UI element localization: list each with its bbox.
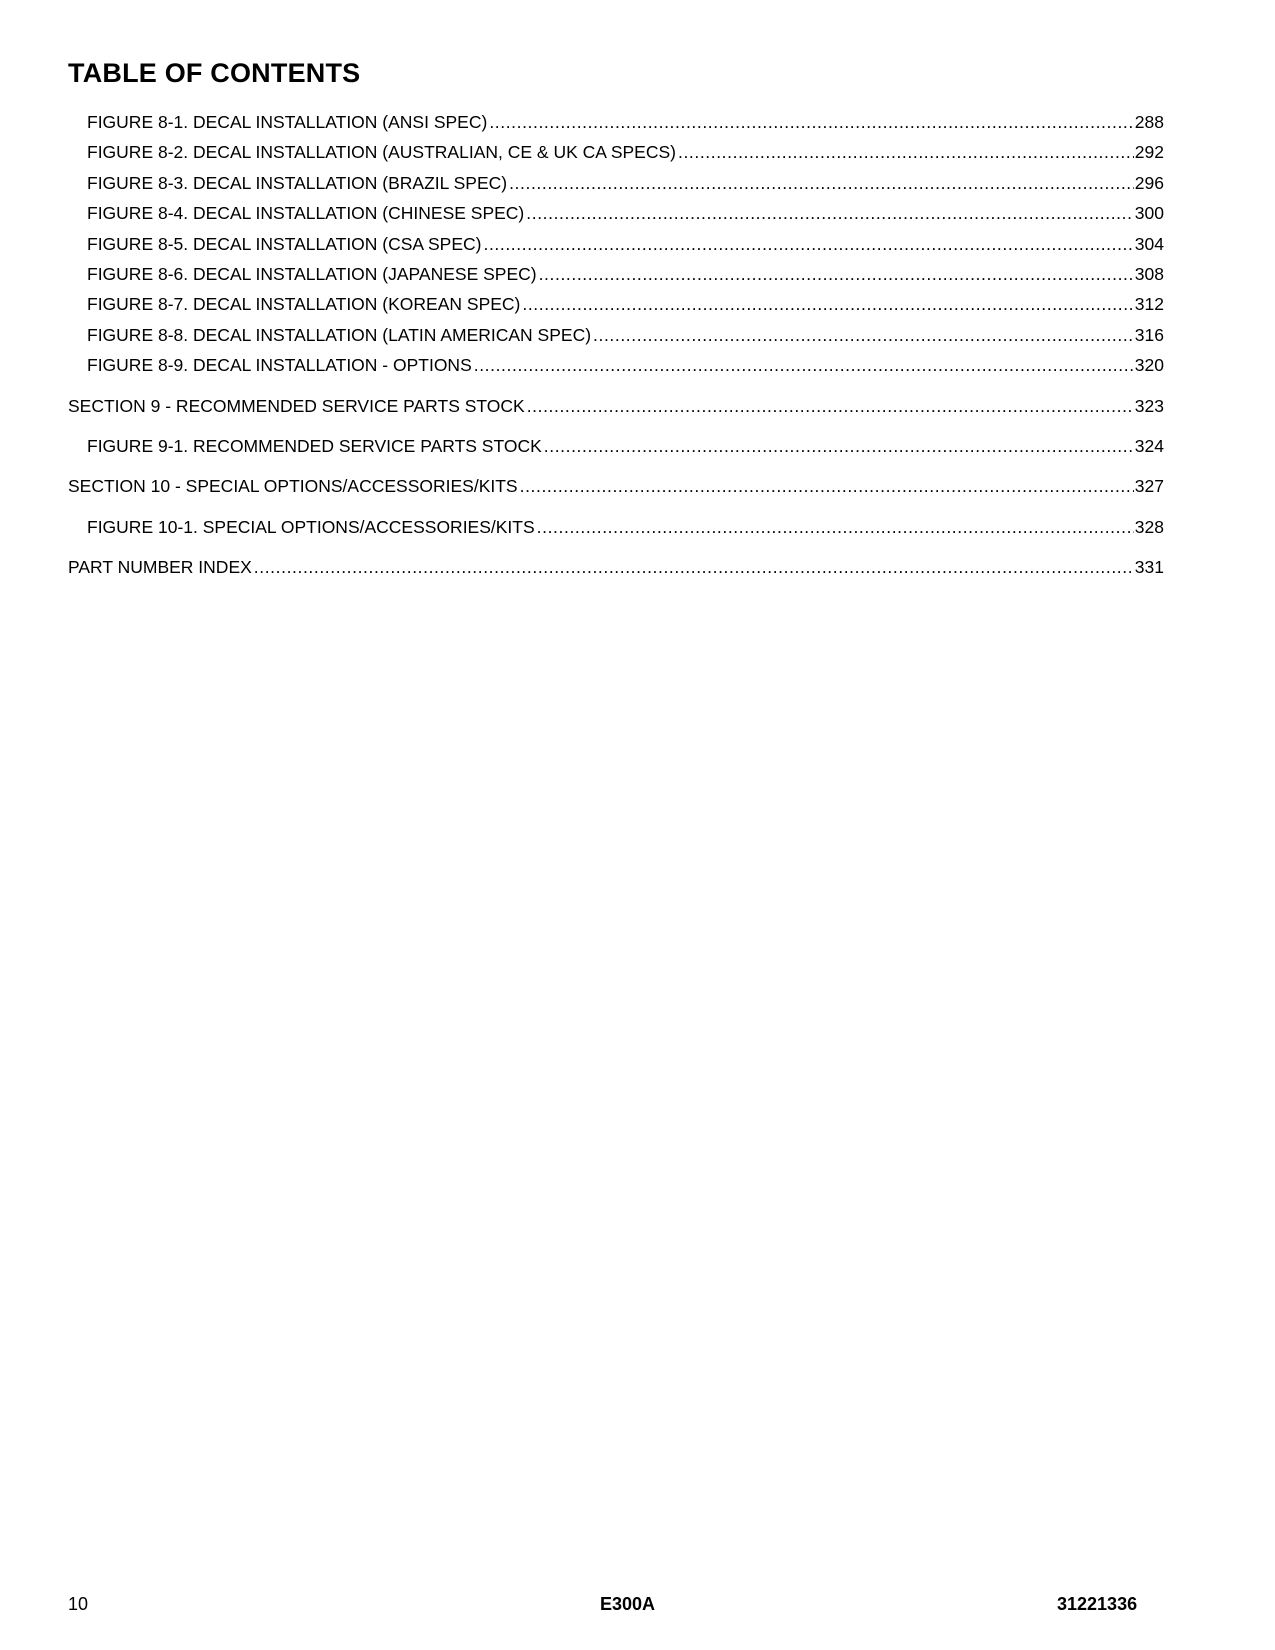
toc-entry-label: SECTION 10 - SPECIAL OPTIONS/ACCESSORIES/KITS <box>68 476 518 496</box>
toc-entry-figure-9-1[interactable] <box>68 436 1164 456</box>
toc-entry-figure-8-9[interactable] <box>68 355 1164 375</box>
dot-leader <box>544 436 1134 456</box>
toc-entry-label: FIGURE 8-7. DECAL INSTALLATION (KOREAN SPEC) <box>87 294 521 314</box>
dot-leader <box>537 517 1134 537</box>
dot-leader <box>489 112 1133 132</box>
toc-entry-page: 312 <box>1134 294 1164 314</box>
toc-entry-label: PART NUMBER INDEX <box>68 557 252 577</box>
toc-entry-figure-8-8[interactable] <box>68 325 1164 345</box>
toc-entry-part-number-index[interactable] <box>68 557 1164 577</box>
toc-entry-page: 331 <box>1134 557 1164 577</box>
dot-leader <box>527 396 1134 416</box>
dot-leader <box>254 557 1134 577</box>
toc-entry-label: FIGURE 8-2. DECAL INSTALLATION (AUSTRALIAN, CE & UK CA SPECS) <box>87 142 676 162</box>
dot-leader <box>593 325 1134 345</box>
toc-entry-figure-8-2[interactable] <box>68 142 1164 162</box>
dot-leader <box>678 142 1134 162</box>
page-title: TABLE OF CONTENTS <box>68 58 361 88</box>
toc-entry-label: FIGURE 8-3. DECAL INSTALLATION (BRAZIL SPEC) <box>87 173 508 193</box>
toc-entry-figure-8-1[interactable] <box>68 112 1164 132</box>
toc-entry-page: 327 <box>1134 476 1164 496</box>
footer-page-number: 10 <box>68 1594 89 1614</box>
dot-leader <box>474 355 1134 375</box>
dot-leader <box>526 203 1134 223</box>
toc-entry-label: FIGURE 9-1. RECOMMENDED SERVICE PARTS STOCK <box>87 436 542 456</box>
toc-entry-figure-8-7[interactable] <box>68 294 1164 314</box>
toc-entry-figure-8-4[interactable] <box>68 203 1164 223</box>
toc-entry-section-10[interactable] <box>68 476 1164 496</box>
dot-leader <box>520 476 1134 496</box>
footer-document-number: 31221336 <box>1057 1594 1138 1614</box>
toc-entry-page: 304 <box>1134 234 1164 254</box>
toc-entry-label: FIGURE 8-8. DECAL INSTALLATION (LATIN AMERICAN SPEC) <box>87 325 592 345</box>
toc-entry-page: 296 <box>1134 173 1164 193</box>
toc-entry-page: 316 <box>1134 325 1164 345</box>
toc-entry-page: 292 <box>1134 142 1164 162</box>
toc-entry-label: FIGURE 8-6. DECAL INSTALLATION (JAPANESE SPEC) <box>87 264 537 284</box>
toc-entry-page: 308 <box>1134 264 1164 284</box>
toc-entry-label: FIGURE 8-1. DECAL INSTALLATION (ANSI SPEC) <box>87 112 488 132</box>
toc-entry-page: 323 <box>1134 396 1164 416</box>
toc-entry-figure-8-5[interactable] <box>68 234 1164 254</box>
toc-entry-page: 324 <box>1134 436 1164 456</box>
toc-entry-label: FIGURE 8-4. DECAL INSTALLATION (CHINESE SPEC) <box>87 203 525 223</box>
toc-entry-page: 328 <box>1134 517 1164 537</box>
toc-entry-section-9[interactable] <box>68 396 1164 416</box>
toc-entry-page: 300 <box>1134 203 1164 223</box>
toc-entry-page: 320 <box>1134 355 1164 375</box>
toc-entry-label: FIGURE 8-5. DECAL INSTALLATION (CSA SPEC) <box>87 234 482 254</box>
dot-leader <box>509 173 1134 193</box>
toc-entry-label: FIGURE 8-9. DECAL INSTALLATION - OPTIONS <box>87 355 472 375</box>
dot-leader <box>522 294 1133 314</box>
dot-leader <box>539 264 1134 284</box>
toc-entry-figure-8-3[interactable] <box>68 173 1164 193</box>
footer-model: E300A <box>600 1594 656 1614</box>
toc-entry-label: FIGURE 10-1. SPECIAL OPTIONS/ACCESSORIES/KITS <box>87 517 535 537</box>
toc-entry-page: 288 <box>1134 112 1164 132</box>
toc-entry-figure-10-1[interactable] <box>68 517 1164 537</box>
toc-entry-figure-8-6[interactable] <box>68 264 1164 284</box>
toc-entry-label: SECTION 9 - RECOMMENDED SERVICE PARTS STOCK <box>68 396 525 416</box>
dot-leader <box>484 234 1134 254</box>
